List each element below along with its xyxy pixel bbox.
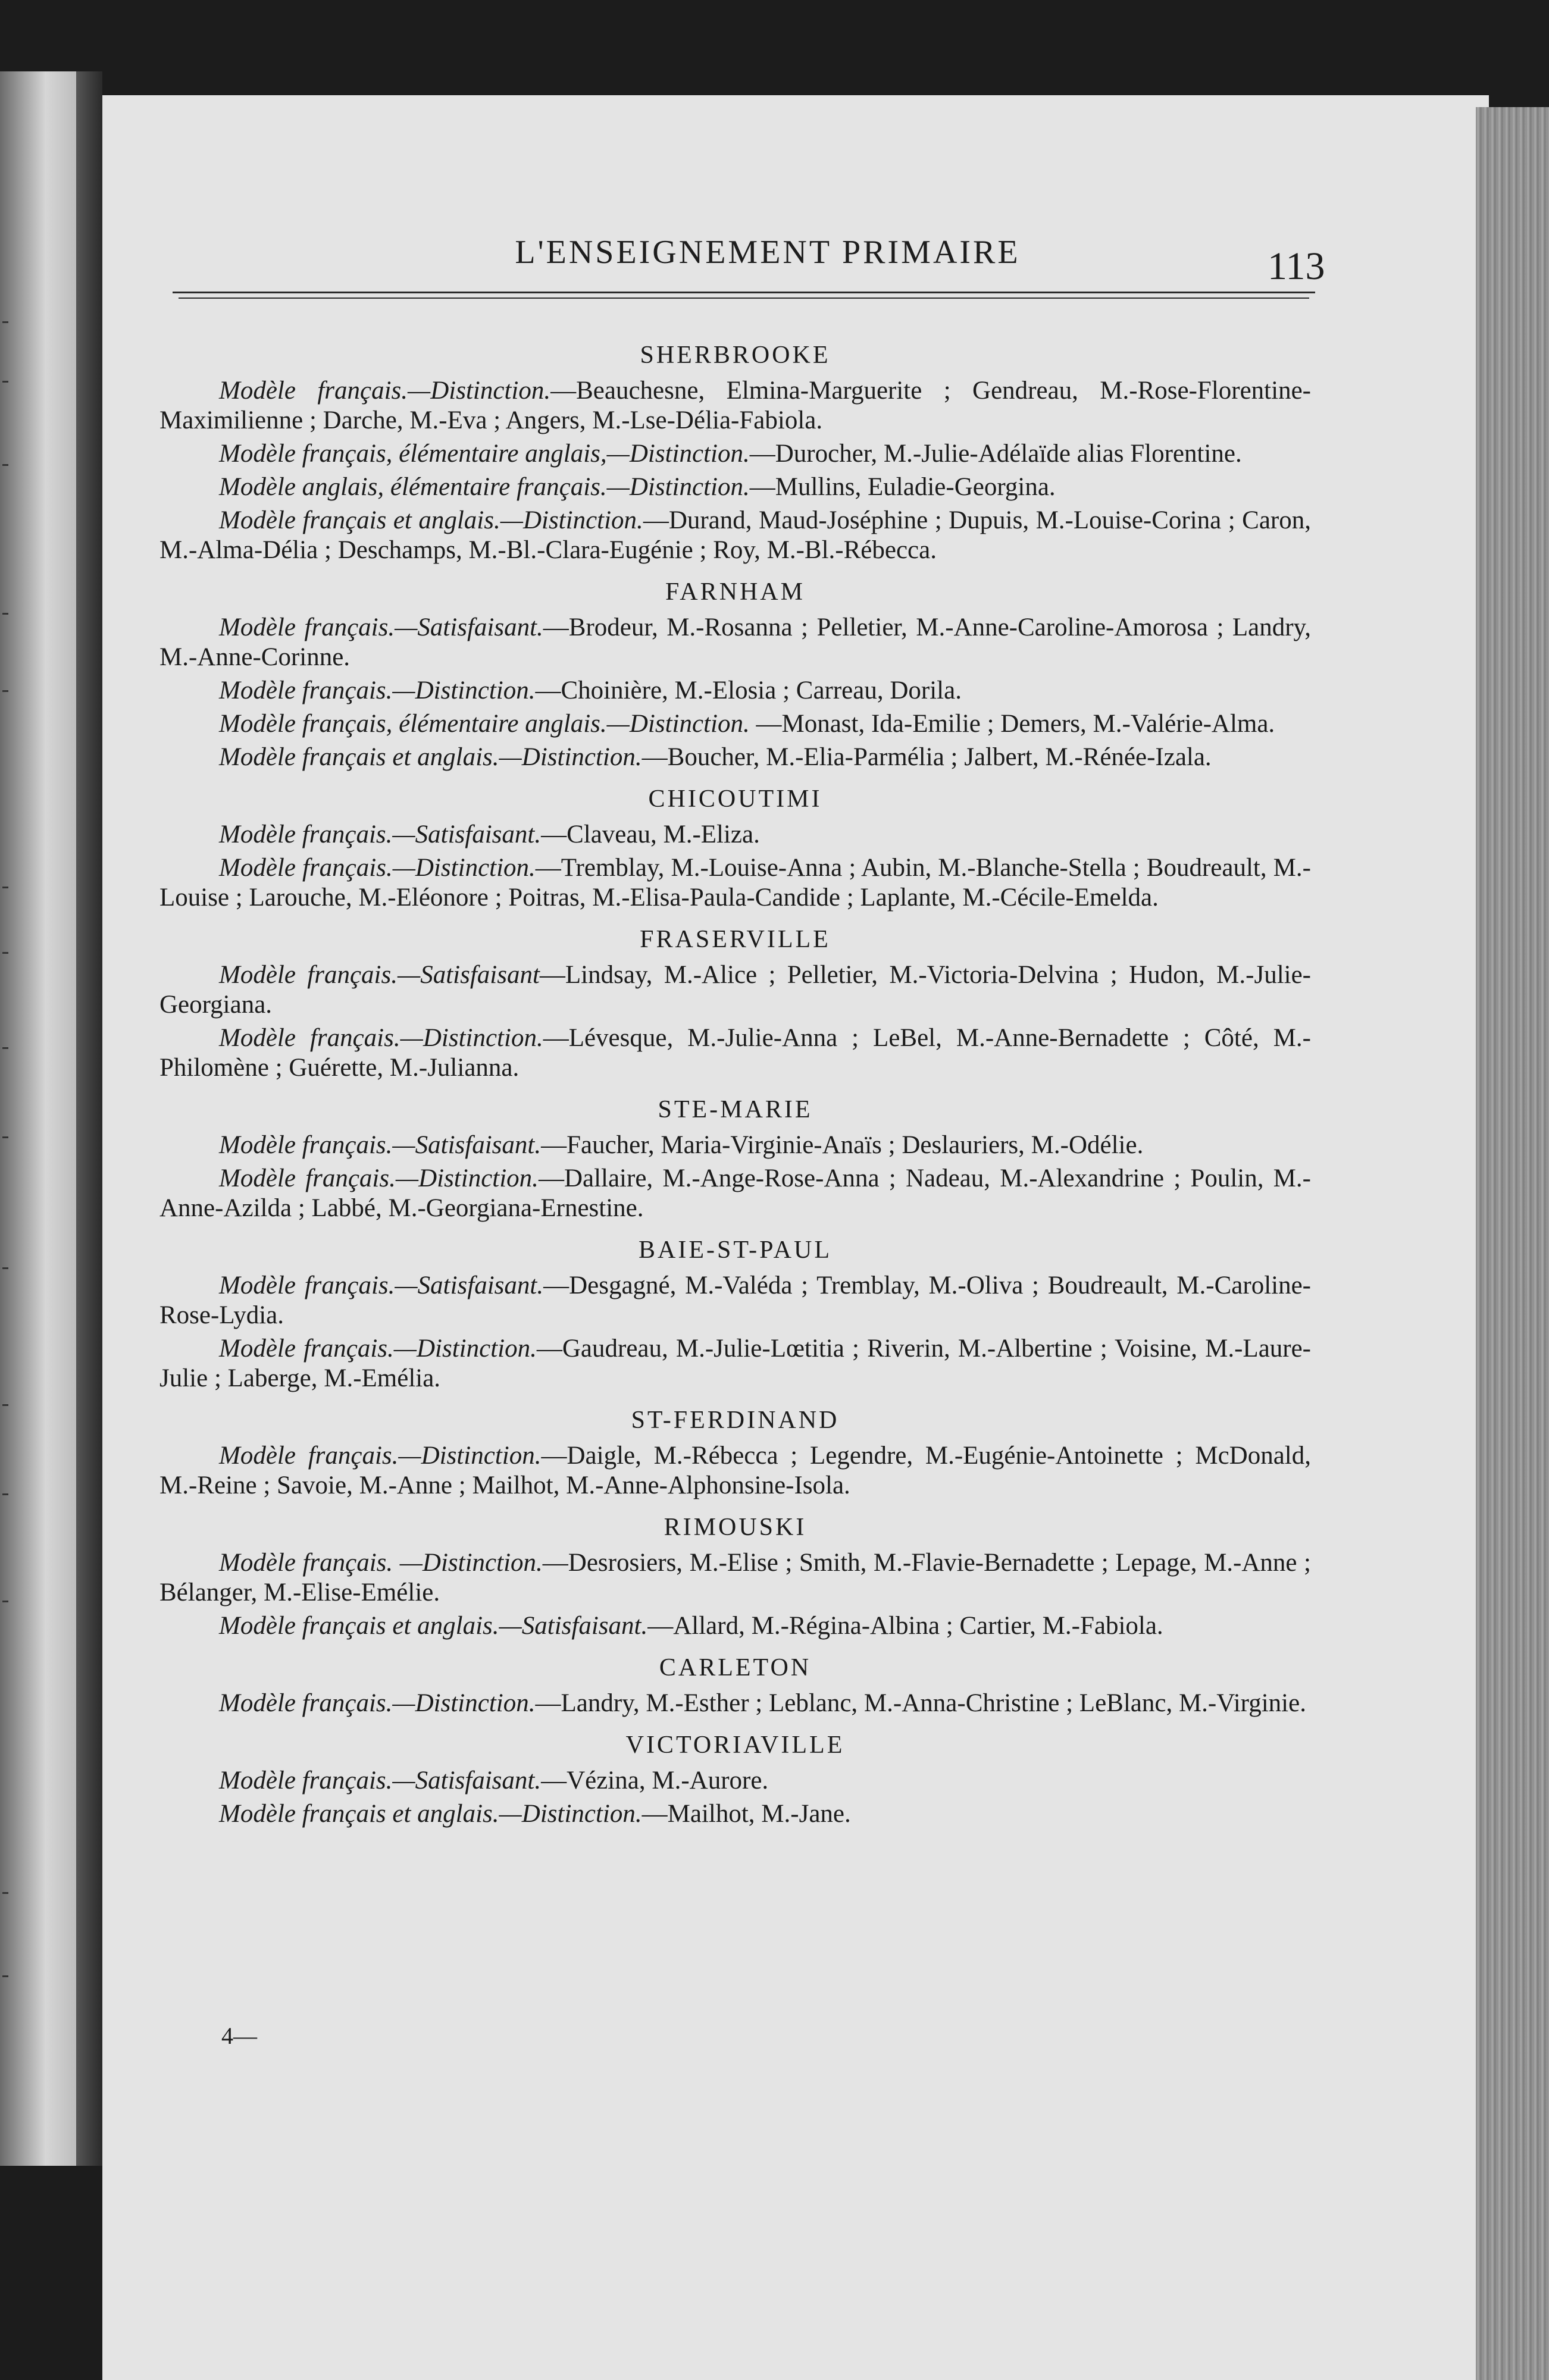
entry-label: Modèle français.—Satisfaisant. (219, 1272, 544, 1299)
entry-label: Modèle français.—Satisfaisant. (219, 1767, 542, 1795)
section-chicoutimi (159, 784, 1311, 913)
page-number: 113 (1268, 245, 1325, 288)
section-sherbrooke (159, 340, 1311, 565)
entry (159, 1441, 1311, 1501)
entry-names: —Daigle, M.-Rébecca ; Legendre, M.-Eugénie-Antoinette ; McDonald, M.-Reine ; Savoie, M.-Anne ; Mailhot, M.-Anne-Alphonsine-Isola. (159, 1442, 1312, 1499)
entry-label: Modèle français.—Distinction. (219, 1024, 543, 1052)
entry-label: Modèle français.—Distinction. (219, 377, 551, 405)
entry-names: —Desgagné, M.-Valéda ; Tremblay, M.-Oliva ; Boudreault, M.-Caroline-Rose-Lydia. (159, 1272, 1311, 1329)
section-baie-st-paul (159, 1235, 1311, 1393)
entry-names: —Durocher, M.-Julie-Adélaïde alias Florentine. (749, 440, 1242, 468)
entry-names: —Allard, M.-Régina-Albina ; Cartier, M.-Fabiola. (647, 1612, 1163, 1640)
entry (159, 709, 1311, 739)
section-ste-marie (159, 1095, 1311, 1223)
entry-names: —Choinière, M.-Elosia ; Carreau, Dorila. (535, 677, 962, 704)
entry-label: Modèle français.—Distinction. (219, 1442, 542, 1470)
section-farnham (159, 577, 1311, 772)
entry-label: Modèle français, élémentaire anglais.—Distinction. (219, 710, 750, 738)
section-heading: RIMOUSKI (664, 1514, 807, 1541)
section-heading: STE-MARIE (658, 1096, 813, 1123)
entry (159, 1611, 1311, 1641)
previous-page-edge (0, 71, 76, 2166)
entry-label: Modèle français, élémentaire anglais,—Distinction. (219, 440, 750, 468)
section-fraserville (159, 925, 1311, 1083)
section-heading: ST-FERDINAND (631, 1407, 840, 1434)
entry-label: Modèle anglais, élémentaire français.—Distinction. (219, 473, 750, 501)
entry-label: Modèle français.—Distinction. (219, 854, 536, 882)
entry (159, 1799, 1311, 1829)
entry (159, 472, 1311, 502)
entry (159, 1334, 1311, 1393)
entry-label: Modèle français. —Distinction. (219, 1549, 543, 1577)
entry (159, 853, 1311, 913)
entry (159, 1130, 1311, 1160)
header-rule-top (173, 292, 1315, 293)
entry (159, 376, 1311, 436)
header-rule-bottom (179, 298, 1309, 299)
section-carleton (159, 1653, 1311, 1718)
entry (159, 676, 1311, 706)
entry-names: —Mailhot, M.-Jane. (641, 1800, 851, 1828)
section-victoriaville (159, 1730, 1311, 1829)
entry-names: —Gaudreau, M.-Julie-Lœtitia ; Riverin, M.-Albertine ; Voisine, M.-Laure-Julie ; Laberge, M.-Emélia. (159, 1335, 1311, 1392)
entry-names: —Lindsay, M.-Alice ; Pelletier, M.-Victoria-Delvina ; Hudon, M.-Julie-Georgiana. (159, 961, 1311, 1019)
section-st-ferdinand (159, 1405, 1311, 1501)
entry-names: —Monast, Ida-Emilie ; Demers, M.-Valérie-Alma. (749, 710, 1275, 738)
entry-label: Modèle français.—Satisfaisant. (219, 613, 543, 641)
printer-signature: 4— (221, 2022, 257, 2049)
entry-label: Modèle français.—Distinction. (219, 1335, 537, 1363)
entry-names: —Mullins, Euladie-Georgina. (749, 473, 1056, 501)
page-body (159, 340, 1311, 1841)
entry-label: Modèle français et anglais.—Satisfaisant. (219, 1612, 648, 1640)
section-heading: FARNHAM (665, 578, 805, 606)
entry-label: Modèle français.—Satisfaisant. (219, 1131, 542, 1159)
entry (159, 1548, 1311, 1608)
entry-names: —Tremblay, M.-Louise-Anna ; Aubin, M.-Blanche-Stella ; Boudreault, M.-Louise ; Larouche, M.-Eléonore ; Poitras, M.-Elisa-Paula-Candide ; Laplante, M.-Cécile-Emelda. (159, 854, 1311, 912)
entry (159, 1164, 1311, 1223)
entry-label: Modèle français.—Satisfaisant. (219, 821, 542, 848)
running-head: L'ENSEIGNEMENT PRIMAIRE (515, 234, 1021, 271)
entry (159, 506, 1311, 565)
entry-label: Modèle français.—Distinction. (219, 1689, 536, 1717)
entry (159, 820, 1311, 850)
entry-names: —Claveau, M.-Eliza. (541, 821, 760, 848)
section-heading: CARLETON (659, 1654, 812, 1681)
entry-names: —Vézina, M.-Aurore. (541, 1767, 769, 1795)
entry (159, 743, 1311, 772)
entry (159, 1766, 1311, 1796)
entry-names: —Landry, M.-Esther ; Leblanc, M.-Anna-Christine ; LeBlanc, M.-Virginie. (535, 1689, 1306, 1717)
entry-names: —Faucher, Maria-Virginie-Anaïs ; Deslauriers, M.-Odélie. (541, 1131, 1144, 1159)
entry-names: —Dallaire, M.-Ange-Rose-Anna ; Nadeau, M.-Alexandrine ; Poulin, M.-Anne-Azilda ; Labbé, M.-Georgiana-Ernestine. (159, 1164, 1311, 1222)
entry-names: —Lévesque, M.-Julie-Anna ; LeBel, M.-Anne-Bernadette ; Côté, M.-Philomène ; Guérette, M.-Julianna. (159, 1024, 1311, 1082)
entry-label: Modèle français et anglais.—Distinction. (219, 743, 642, 771)
section-heading: CHICOUTIMI (648, 785, 822, 813)
entry-label: Modèle français et anglais.—Distinction. (219, 1800, 642, 1828)
entry (159, 1271, 1311, 1330)
entry (159, 613, 1311, 672)
entry (159, 1689, 1311, 1718)
entry-names: —Desrosiers, M.-Elise ; Smith, M.-Flavie-Bernadette ; Lepage, M.-Anne ; Bélanger, M.-Elise-Emélie. (159, 1549, 1311, 1606)
entry-names: —Beauchesne, Elmina-Marguerite ; Gendreau, M.-Rose-Florentine-Maximilienne ; Darche, M.-Eva ; Angers, M.-Lse-Délia-Fabiola. (159, 377, 1311, 434)
entry-names: —Durand, Maud-Joséphine ; Dupuis, M.-Louise-Corina ; Caron, M.-Alma-Délia ; Deschamps, M.-Bl.-Clara-Eugénie ; Roy, M.-Bl.-Rébecca. (159, 506, 1311, 564)
entry-label: Modèle français.—Distinction. (219, 677, 536, 704)
entry-label: Modèle français.—Satisfaisant (219, 961, 540, 989)
entry-label: Modèle français.—Distinction. (219, 1164, 539, 1192)
section-rimouski (159, 1512, 1311, 1641)
entry (159, 439, 1311, 469)
entry (159, 1023, 1311, 1083)
entry-names: —Brodeur, M.-Rosanna ; Pelletier, M.-Anne-Caroline-Amorosa ; Landry, M.-Anne-Corinne. (159, 613, 1312, 671)
entry (159, 960, 1311, 1020)
entry-names: —Boucher, M.-Elia-Parmélia ; Jalbert, M.-Rénée-Izala. (641, 743, 1212, 771)
section-heading: BAIE-ST-PAUL (639, 1236, 832, 1264)
section-heading: FRASERVILLE (640, 926, 831, 953)
entry-label: Modèle français et anglais.—Distinction. (219, 506, 643, 534)
book-gutter (76, 71, 102, 2166)
section-heading: VICTORIAVILLE (625, 1731, 845, 1759)
page-stack-edge (1476, 107, 1549, 2380)
section-heading: SHERBROOKE (640, 342, 831, 369)
